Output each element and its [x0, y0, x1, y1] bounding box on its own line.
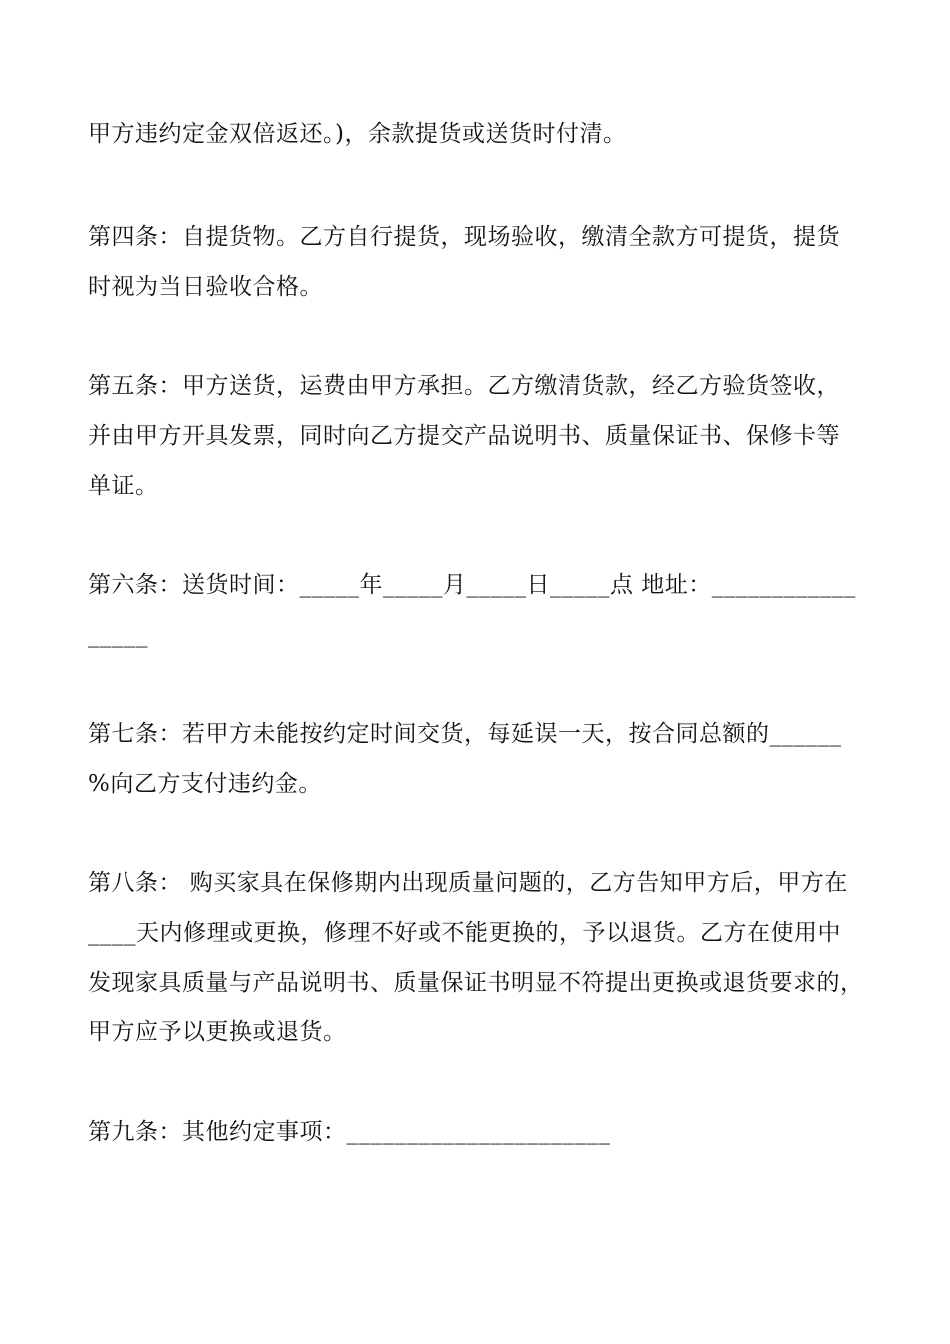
- article-7-line-2: %向乙方支付违约金。: [88, 771, 322, 797]
- article-7-line-1: 第七条：若甲方未能按约定时间交货，每延误一天，按合同总额的______: [88, 721, 842, 747]
- article-6-line-1: 第六条：送货时间：_____年_____月_____日_____点 地址：____________: [88, 572, 856, 598]
- article-8-line-3: 发现家具质量与产品说明书、质量保证书明显不符提出更换或退货要求的，: [88, 970, 864, 996]
- article-8-line-2: ____天内修理或更换，修理不好或不能更换的，予以退货。乙方在使用中: [88, 920, 841, 946]
- article-5-line-2: 并由甲方开具发票，同时向乙方提交产品说明书、质量保证书、保修卡等: [88, 423, 840, 449]
- article-9-line-1: 第九条：其他约定事项：______________________: [88, 1119, 611, 1145]
- article-4-line-1: 第四条：自提货物。乙方自行提货，现场验收，缴清全款方可提货，提货: [88, 224, 840, 250]
- text-line: 甲方违约定金双倍返还。)，余款提货或送货时付清。: [88, 121, 627, 147]
- article-5-line-3: 单证。: [88, 473, 159, 499]
- article-8-line-1: 第八条： 购买家具在保修期内出现质量问题的，乙方告知甲方后，甲方在: [88, 870, 848, 896]
- article-5-line-1: 第五条：甲方送货，运费由甲方承担。乙方缴清货款，经乙方验货签收，: [88, 373, 840, 399]
- article-4-line-2: 时视为当日验收合格。: [88, 274, 323, 300]
- article-8-line-4: 甲方应予以更换或退货。: [88, 1019, 347, 1045]
- article-6-line-2: _____: [88, 622, 148, 648]
